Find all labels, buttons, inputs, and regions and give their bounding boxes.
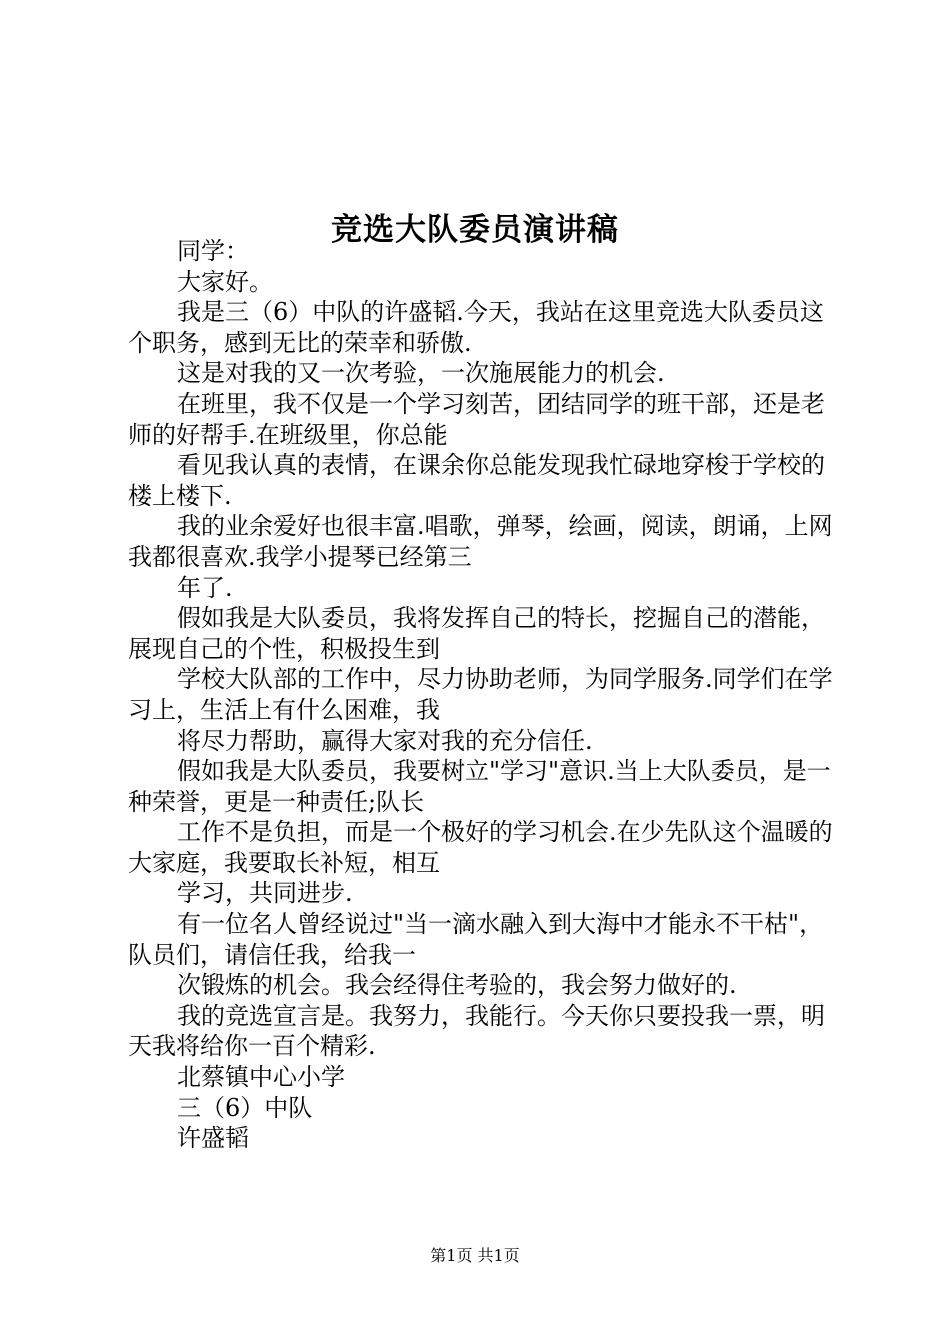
signature-class: 三（6）中队 — [177, 1093, 313, 1122]
paragraph: 在班里，我不仅是一个学习刻苦，团结同学的班干部，还是老师的好帮手.在班级里，你总能 — [128, 389, 825, 449]
paragraph: 我是三（6）中队的许盛韬.今天，我站在这里竞选大队委员这个职务，感到无比的荣幸和骄傲. — [128, 298, 824, 357]
paragraph: 假如我是大队委员，我要树立"学习"意识.当上大队委员，是一种荣誉，更是一种责任;队长 — [128, 757, 831, 816]
paragraph: 次锻炼的机会。我会经得住考验的，我会努力做好的. — [177, 971, 737, 1000]
paragraph: 学习，共同进步. — [177, 879, 353, 908]
signature-school: 北蔡镇中心小学 — [177, 1063, 345, 1092]
document-title: 竞选大队委员演讲稿 — [331, 211, 619, 248]
paragraph: 我的竞选宣言是。我努力，我能行。今天你只要投我一票，明天我将给你一百个精彩. — [128, 1001, 825, 1061]
page-number-footer: 第1页 共1页 — [430, 1246, 520, 1265]
paragraph: 工作不是负担，而是一个极好的学习机会.在少先队这个温暖的大家庭，我要取长补短，相互 — [128, 818, 833, 877]
document-body — [128, 236, 834, 1154]
paragraph: 我的业余爱好也很丰富.唱歌，弹琴，绘画，阅读，朗诵，上网我都很喜欢.我学小提琴已经第三 — [128, 512, 833, 571]
paragraph: 有一位名人曾经说过"当一滴水融入到大海中才能永不干枯"，队员们，请信任我，给我一 — [128, 910, 824, 969]
paragraph: 年了. — [177, 573, 233, 602]
paragraph: 假如我是大队委员，我将发挥自己的特长，挖掘自己的潜能，展现自己的个性，积极投生到 — [128, 604, 825, 663]
paragraph: 将尽力帮助，赢得大家对我的充分信任. — [177, 726, 593, 755]
paragraph-greeting: 同学： — [177, 237, 249, 265]
paragraph: 这是对我的又一次考验，一次施展能力的机会. — [177, 359, 665, 388]
paragraph: 学校大队部的工作中，尽力协助老师，为同学服务.同学们在学习上，生活上有什么困难，我 — [128, 665, 833, 724]
paragraph: 看见我认真的表情，在课余你总能发现我忙碌地穿梭于学校的楼上楼下. — [128, 451, 825, 510]
paragraph-hello: 大家好。 — [177, 267, 273, 296]
signature-name: 许盛韬 — [177, 1124, 249, 1153]
